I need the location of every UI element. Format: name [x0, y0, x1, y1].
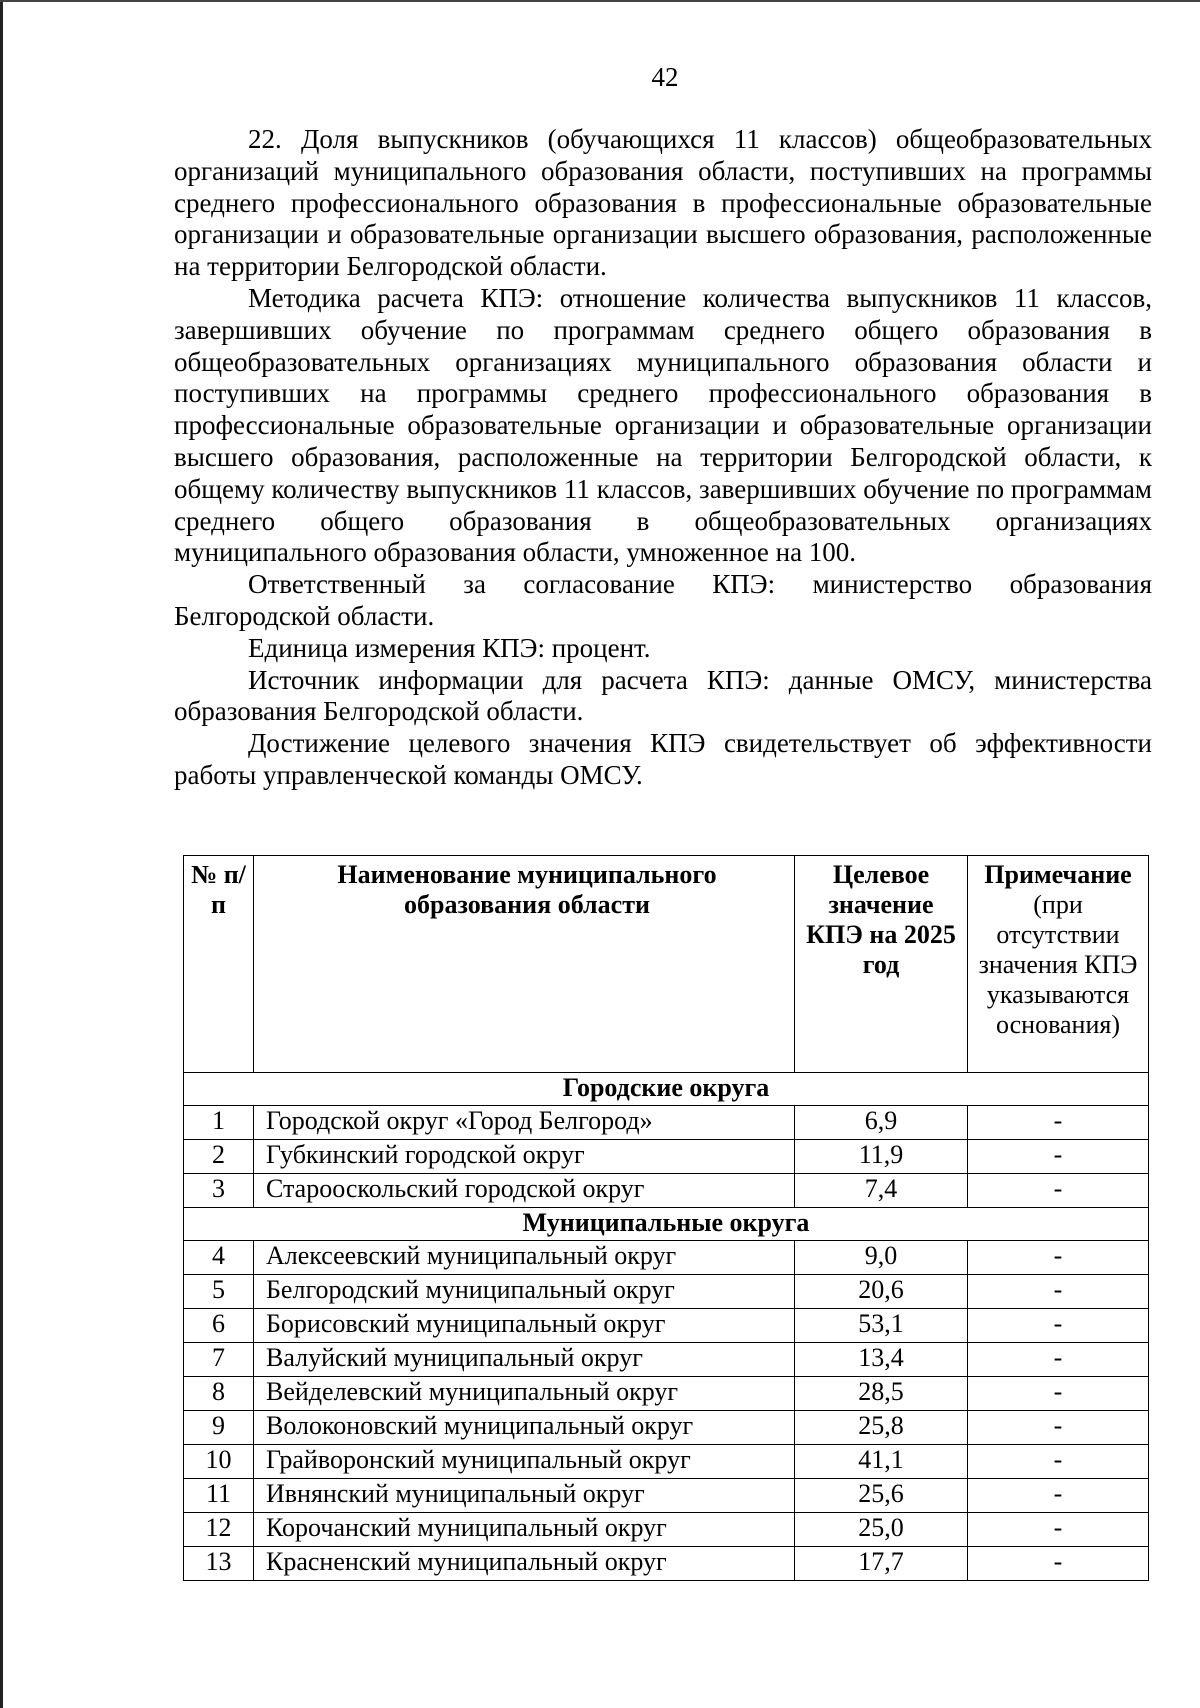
cell-note: - [968, 1377, 1149, 1411]
cell-target-value: 6,9 [795, 1106, 968, 1140]
cell-name: Алексеевский муниципальный округ [254, 1241, 795, 1275]
table-row [184, 1275, 1149, 1309]
cell-num: 2 [184, 1140, 254, 1174]
table-row [184, 1140, 1149, 1174]
cell-note: - [968, 1241, 1149, 1275]
cell-note: - [968, 1343, 1149, 1377]
page-edge [0, 0, 3, 1708]
section-title: Муниципальные округа [184, 1208, 1149, 1241]
cell-target-value: 41,1 [795, 1445, 968, 1479]
cell-num: 12 [184, 1513, 254, 1547]
page-number: 42 [651, 62, 679, 92]
cell-name: Вейделевский муниципальный округ [254, 1377, 795, 1411]
table-section-row [184, 1208, 1149, 1241]
document-body [174, 124, 1152, 792]
cell-target-value: 25,8 [795, 1411, 968, 1445]
cell-note: - [968, 1309, 1149, 1343]
cell-name: Белгородский муниципальный округ [254, 1275, 795, 1309]
cell-note: - [968, 1106, 1149, 1140]
cell-num: 11 [184, 1479, 254, 1513]
header-note-text: (при отсутствии значения КПЭ указываются основания) [978, 890, 1138, 1039]
cell-name: Волоконовский муниципальный округ [254, 1411, 795, 1445]
paragraph-responsible: Ответственный за согласование КПЭ: министерство образования Белгородской области. [174, 569, 1152, 631]
cell-note: - [968, 1275, 1149, 1309]
section-title: Городские округа [184, 1073, 1149, 1106]
table-row [184, 1377, 1149, 1411]
paragraph-achievement: Достижение целевого значения КПЭ свидетельствует об эффективности работы управленческой команды ОМСУ. [174, 728, 1152, 790]
cell-name: Валуйский муниципальный округ [254, 1343, 795, 1377]
cell-note: - [968, 1479, 1149, 1513]
cell-name: Грайворонский муниципальный округ [254, 1445, 795, 1479]
cell-note: - [968, 1513, 1149, 1547]
table-row [184, 1106, 1149, 1140]
table-row [184, 1445, 1149, 1479]
cell-target-value: 9,0 [795, 1241, 968, 1275]
cell-note: - [968, 1140, 1149, 1174]
kpi-table [183, 855, 1149, 1581]
header-target: Целевое значение КПЭ на 2025 год [795, 856, 968, 1073]
cell-target-value: 20,6 [795, 1275, 968, 1309]
table-row [184, 1309, 1149, 1343]
cell-name: Губкинский городской округ [254, 1140, 795, 1174]
page-edge-top [0, 0, 1200, 2]
table-row [184, 1411, 1149, 1445]
cell-target-value: 17,7 [795, 1547, 968, 1581]
cell-note: - [968, 1547, 1149, 1581]
cell-target-value: 25,0 [795, 1513, 968, 1547]
cell-num: 5 [184, 1275, 254, 1309]
paragraph-kpi-title: 22. Доля выпускников (обучающихся 11 классов) общеобразовательных организаций муниципального образования области, поступивших на программы среднего профессионального образования в профессиональные образовательные организации и образовательные организации высшего образования, расположенные на территории Белгородской области. [174, 124, 1152, 282]
table-row [184, 1479, 1149, 1513]
cell-num: 9 [184, 1411, 254, 1445]
cell-target-value: 11,9 [795, 1140, 968, 1174]
cell-target-value: 53,1 [795, 1309, 968, 1343]
cell-note: - [968, 1411, 1149, 1445]
table-section-row [184, 1073, 1149, 1106]
cell-num: 8 [184, 1377, 254, 1411]
header-num: № п/п [184, 856, 254, 1073]
cell-target-value: 28,5 [795, 1377, 968, 1411]
header-name: Наименование муниципального образования области [254, 856, 795, 1073]
table-row [184, 1513, 1149, 1547]
cell-target-value: 7,4 [795, 1174, 968, 1208]
cell-name: Старооскольский городской округ [254, 1174, 795, 1208]
cell-note: - [968, 1445, 1149, 1479]
cell-num: 3 [184, 1174, 254, 1208]
paragraph-source: Источник информации для расчета КПЭ: данные ОМСУ, министерства образования Белгородской области. [174, 664, 1152, 727]
cell-name: Красненский муниципальный округ [254, 1547, 795, 1581]
cell-name: Городской округ «Город Белгород» [254, 1106, 795, 1140]
cell-name: Ивнянский муниципальный округ [254, 1479, 795, 1513]
cell-target-value: 25,6 [795, 1479, 968, 1513]
table-header-row [184, 856, 1149, 1073]
paragraph-unit: Единица измерения КПЭ: процент. [248, 632, 651, 663]
header-note-title: Примечание [984, 860, 1132, 889]
table-row [184, 1241, 1149, 1275]
cell-target-value: 13,4 [795, 1343, 968, 1377]
table-row [184, 1343, 1149, 1377]
cell-num: 6 [184, 1309, 254, 1343]
cell-name: Корочанский муниципальный округ [254, 1513, 795, 1547]
table-row [184, 1547, 1149, 1581]
table-row [184, 1174, 1149, 1208]
cell-num: 10 [184, 1445, 254, 1479]
paragraph-methodology: Методика расчета КПЭ: отношение количества выпускников 11 классов, завершивших обучение по программам среднего общего образования в общеобразовательных организациях муниципального образования области и поступивших на программы среднего профессионального образования в профессиональные образовательные организации и образовательные организации высшего образования, расположенные на территории Белгородской области, к общему количеству выпускников 11 классов, завершивших обучение по программам среднего общего образования в общеобразовательных организациях муниципального образования области, умноженное на 100. [174, 282, 1152, 568]
cell-note: - [968, 1174, 1149, 1208]
cell-num: 4 [184, 1241, 254, 1275]
header-note [968, 856, 1149, 1073]
cell-num: 1 [184, 1106, 254, 1140]
cell-name: Борисовский муниципальный округ [254, 1309, 795, 1343]
cell-num: 13 [184, 1547, 254, 1581]
cell-num: 7 [184, 1343, 254, 1377]
